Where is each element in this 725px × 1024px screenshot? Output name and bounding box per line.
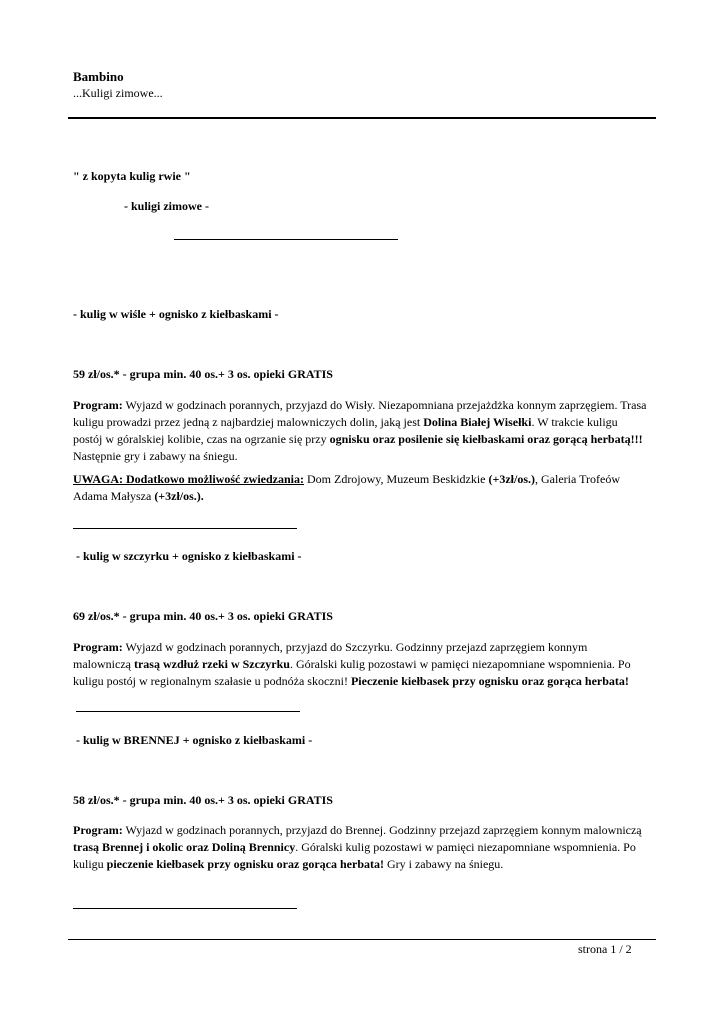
program-text: . Góralski kulig pozostawi w pamięci niezapomniane wspomnienia. Po kuligu xyxy=(73,840,636,871)
slogan: " z kopyta kulig rwie " xyxy=(73,169,191,183)
program-highlight: trasą Brennej i okolic oraz Doliną Brennicy xyxy=(73,840,296,854)
program-highlight: ognisku oraz posilenie się kiełbaskami oraz gorącą herbatą!!! xyxy=(329,432,643,446)
note-price: (+3zł/os.). xyxy=(154,489,204,503)
page-number: strona 1 / 2 xyxy=(578,942,632,956)
offer-price: 59 zł/os.* - grupa min. 40 os.+ 3 os. opieki GRATIS xyxy=(73,367,333,381)
section-title: - kuligi zimowe - xyxy=(124,199,209,213)
program-highlight: trasą wzdłuż rzeki w Szczyrku xyxy=(133,657,290,671)
program-highlight: pieczenie kiełbasek przy ognisku oraz gorąca herbata! xyxy=(106,857,384,871)
divider xyxy=(73,528,297,529)
offer-program xyxy=(73,639,648,690)
header-subtitle: ...Kuligi zimowe... xyxy=(73,86,163,100)
program-text: Następnie gry i zabawy na śniegu. xyxy=(73,449,238,463)
program-text: . Góralski kulig pozostawi w pamięci niezapomniane wspomnienia. Po kuligu postój w regionalnym szałasie u podnóża skoczni! xyxy=(73,657,631,688)
program-label: Program: xyxy=(73,398,123,412)
note-price: (+3zł/os.) xyxy=(488,472,536,486)
offer-program xyxy=(73,397,648,465)
header-rule xyxy=(68,117,656,119)
offer-price: 58 zł/os.* - grupa min. 40 os.+ 3 os. opieki GRATIS xyxy=(73,793,333,807)
offer-program xyxy=(73,822,648,873)
program-highlight: Pieczenie kiełbasek przy ognisku oraz gorąca herbata! xyxy=(350,674,629,688)
note-text: , Galeria Trofeów Adama Małysza xyxy=(73,472,620,503)
program-label: Program: xyxy=(73,823,123,837)
divider xyxy=(73,908,297,909)
program-label: Program: xyxy=(73,640,123,654)
program-text: Gry i zabawy na śniegu. xyxy=(383,857,504,871)
program-highlight: Dolina Białej Wisełki xyxy=(423,415,532,429)
offer-title: - kulig w wiśle + ognisko z kiełbaskami - xyxy=(73,307,279,321)
note-text: Dom Zdrojowy, Muzeum Beskidzkie xyxy=(303,472,489,486)
program-text: . W trakcie kuligu postój w góralskiej kolibie, czas na ogrzanie się przy xyxy=(73,415,618,446)
program-text: Wyjazd w godzinach porannych, przyjazd do Wisły. Niezapomniana przejażdżka konnym zaprzęgiem. Trasa kuligu prowadzi przez jedną z najbardziej malowniczych dolin, jaką jest xyxy=(73,398,647,429)
offer-title: - kulig w szczyrku + ognisko z kiełbaskami - xyxy=(73,549,302,563)
company-name: Bambino xyxy=(73,69,124,84)
divider xyxy=(76,711,300,712)
footer-rule xyxy=(68,939,656,940)
offer-title: - kulig w BRENNEJ + ognisko z kiełbaskami - xyxy=(73,733,313,747)
program-text: Wyjazd w godzinach porannych, przyjazd do Szczyrku. Godzinny przejazd zaprzęgiem konnym malowniczą xyxy=(73,640,588,671)
program-text: Wyjazd w godzinach porannych, przyjazd do Brennej. Godzinny przejazd zaprzęgiem konnym malowniczą xyxy=(122,823,642,837)
offer-note xyxy=(73,471,648,505)
offer-price: 69 zł/os.* - grupa min. 40 os.+ 3 os. opieki GRATIS xyxy=(73,609,333,623)
divider xyxy=(174,239,398,240)
note-label: UWAGA: Dodatkowo możliwość zwiedzania: xyxy=(73,472,304,486)
